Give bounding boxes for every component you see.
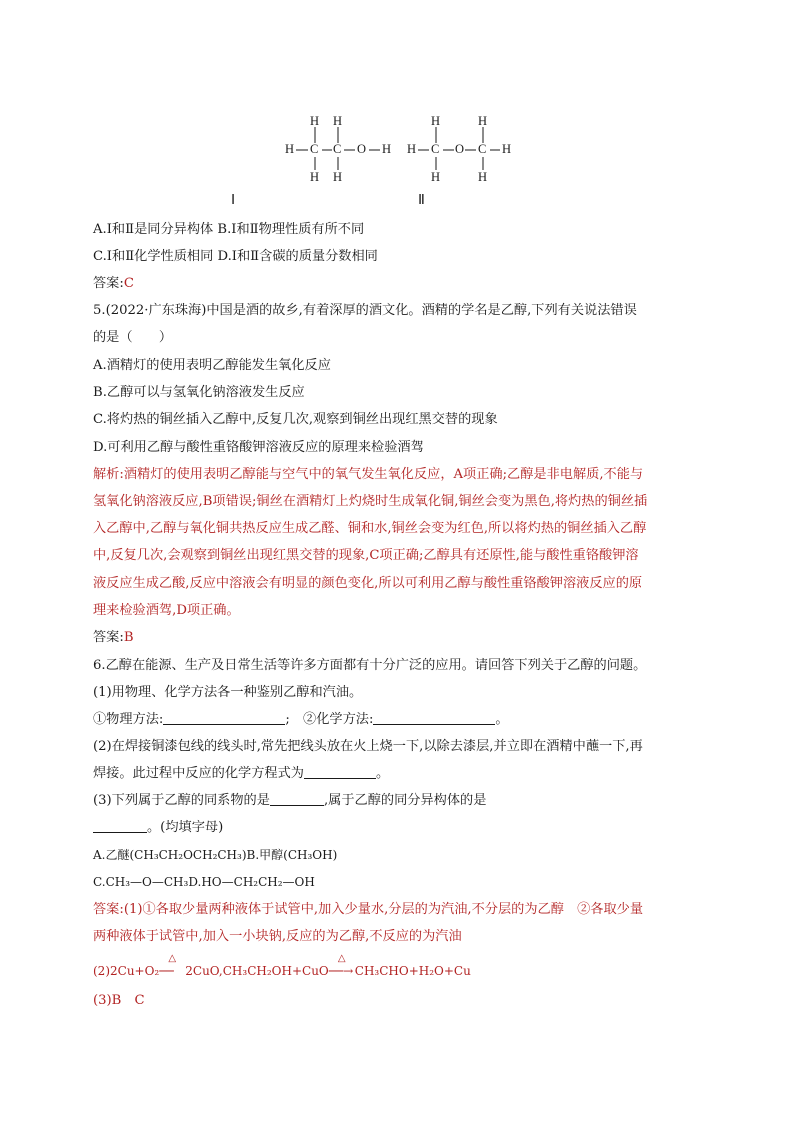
q6-answer-equation (93, 953, 471, 980)
equation-part: CH₃CHO+H₂O+Cu (354, 964, 471, 978)
q6-part2-line1: (2)在焊接铜漆包线的线头时,常先把线头放在火上烧一下,以除去漆层,并立即在酒精中蘸一下,再 (93, 739, 643, 754)
q5-analysis-line: 液反应生成乙酸,反应中溶液会有明显的颜色变化,所以可利用乙醇与酸性重铬酸钾溶液反应的原 (93, 576, 643, 591)
q6-part1-blanks (93, 711, 509, 729)
q4-options-ab: A.Ⅰ和Ⅱ是同分异构体 B.Ⅰ和Ⅱ物理性质有所不同 (93, 222, 365, 237)
figure-label-1: Ⅰ (231, 193, 236, 208)
homolog-blank[interactable] (270, 792, 324, 806)
q5-analysis-line: 解析:酒精灯的使用表明乙醇能与空气中的氧气发生氧化反应，A项正确;乙醇是非电解质,不能与 (93, 467, 644, 482)
option-b-formula: (CH₃OH) (283, 848, 338, 862)
q6-part1: (1)用物理、化学方法各一种鉴别乙醇和汽油。 (93, 685, 363, 700)
atom-h: H (478, 170, 488, 184)
q5-option-b: B.乙醇可以与氢氧化钠溶液发生反应 (93, 385, 305, 400)
atom-c: C (333, 142, 342, 156)
q5-option-a: A.酒精灯的使用表明乙醇能发生氧化反应 (93, 358, 331, 373)
q5-option-c: C.将灼热的铜丝插入乙醇中,反复几次,观察到铜丝出现红黑交替的现象 (93, 412, 498, 427)
atom-h: H (285, 142, 295, 156)
q5-option-d: D.可利用乙醇与酸性重铬酸钾溶液反应的原理来检验酒驾 (93, 440, 424, 455)
q6-answer-part3: (3)B C (93, 993, 145, 1008)
equation-prompt: 焊接。此过程中反应的化学方程式为 (93, 766, 304, 781)
q5-analysis-line: 入乙醇中,乙醇与氧化铜共热反应生成乙醛、铜和水,铜丝会变为红色,所以将灼热的铜丝插入乙醇 (93, 521, 647, 536)
atom-c: C (431, 142, 440, 156)
atom-h: H (502, 142, 512, 156)
answer-label: 答案: (93, 630, 124, 645)
q5-answer (93, 629, 134, 647)
physical-method-blank[interactable] (163, 711, 285, 725)
delta-icon: △ (337, 953, 346, 964)
option-a-formula: (CH₃CH₂OCH₂CH₃) (129, 848, 247, 862)
atom-h: H (333, 170, 343, 184)
atom-h: H (382, 142, 392, 156)
q6-part3-line2 (93, 819, 223, 837)
atom-h: H (333, 114, 343, 128)
atom-h: H (407, 142, 417, 156)
answer-label: 答案: (93, 276, 124, 291)
answer-value: B (123, 630, 134, 645)
period: 。 (376, 766, 390, 781)
q6-part2-line2 (93, 765, 389, 783)
q4-answer (93, 275, 134, 293)
q6-options-cd: C.CH₃—O—CH₃D.HO—CH₂CH₂—OH (93, 875, 315, 889)
q6-part3-line1 (93, 792, 486, 810)
period: 。 (495, 712, 509, 727)
atom-c: C (310, 142, 319, 156)
atom-h: H (310, 170, 320, 184)
q6-options-ab (93, 846, 337, 864)
heat-condition-arrow: △ ──→ (329, 962, 355, 980)
structural-formulas-figure (0, 0, 794, 220)
atom-c: C (478, 142, 487, 156)
atom-o: O (357, 142, 367, 156)
atom-h: H (431, 114, 441, 128)
atom-h: H (478, 114, 488, 128)
delta-icon: △ (168, 953, 177, 964)
q6-answer-line1: 答案:(1)①各取少量两种液体于试管中,加入少量水,分层的为汽油,不分层的为乙醇 ②各取少量 (93, 902, 644, 917)
option-b-label: B.甲醇 (246, 848, 284, 862)
q5-analysis-line: 理来检验酒驾,D项正确。 (93, 603, 240, 618)
q5-analysis-line: 中,反复几次,会观察到铜丝出现红黑交替的现象,C项正确;乙醇具有还原性,能与酸性重铬酸钾溶 (93, 548, 639, 563)
q4-options-cd: C.Ⅰ和Ⅱ化学性质相同 D.Ⅰ和Ⅱ含碳的质量分数相同 (93, 249, 378, 264)
physical-method-label: ①物理方法: (93, 712, 164, 727)
figure-label-2: Ⅱ (418, 193, 425, 208)
homolog-prompt: (3)下列属于乙醇的同系物的是 (93, 793, 270, 808)
equation-blank[interactable] (304, 765, 376, 779)
heat-condition-arrow: △ ── (159, 962, 185, 980)
equation-part: 2CuO,CH₃CH₂OH+CuO (185, 964, 329, 978)
isomer-blank[interactable] (93, 819, 147, 833)
q6-stem: 6.乙醇在能源、生产及日常生活等许多方面都有十分广泛的应用。请回答下列关于乙醇的问题。 (93, 658, 647, 673)
option-a-label: A.乙醚 (93, 848, 130, 862)
equation-part: (2)2Cu+O₂ (93, 964, 160, 978)
q6-answer-line2: 两种液体于试管中,加入一小块钠,反应的为乙醇,不反应的为汽油 (93, 929, 462, 944)
atom-h: H (431, 170, 441, 184)
isomer-prompt: ,属于乙醇的同分异构体的是 (323, 793, 487, 808)
chemical-method-blank[interactable] (373, 711, 495, 725)
fill-letter-note: 。(均填字母) (147, 820, 224, 835)
chemical-method-label: ; ②化学方法: (285, 712, 374, 727)
q5-analysis-line: 氢氧化钠溶液反应,B项错误;铜丝在酒精灯上灼烧时生成氧化铜,铜丝会变为黑色,将灼热的铜丝插 (93, 494, 648, 509)
q5-stem-line1: 5.(2022·广东珠海)中国是酒的故乡,有着深厚的酒文化。酒精的学名是乙醇,下列有关说法错误 (93, 303, 637, 318)
atom-o: O (455, 142, 465, 156)
answer-value: C (123, 276, 134, 291)
q5-stem-line2: 的是（ ） (93, 330, 173, 345)
atom-h: H (310, 114, 320, 128)
